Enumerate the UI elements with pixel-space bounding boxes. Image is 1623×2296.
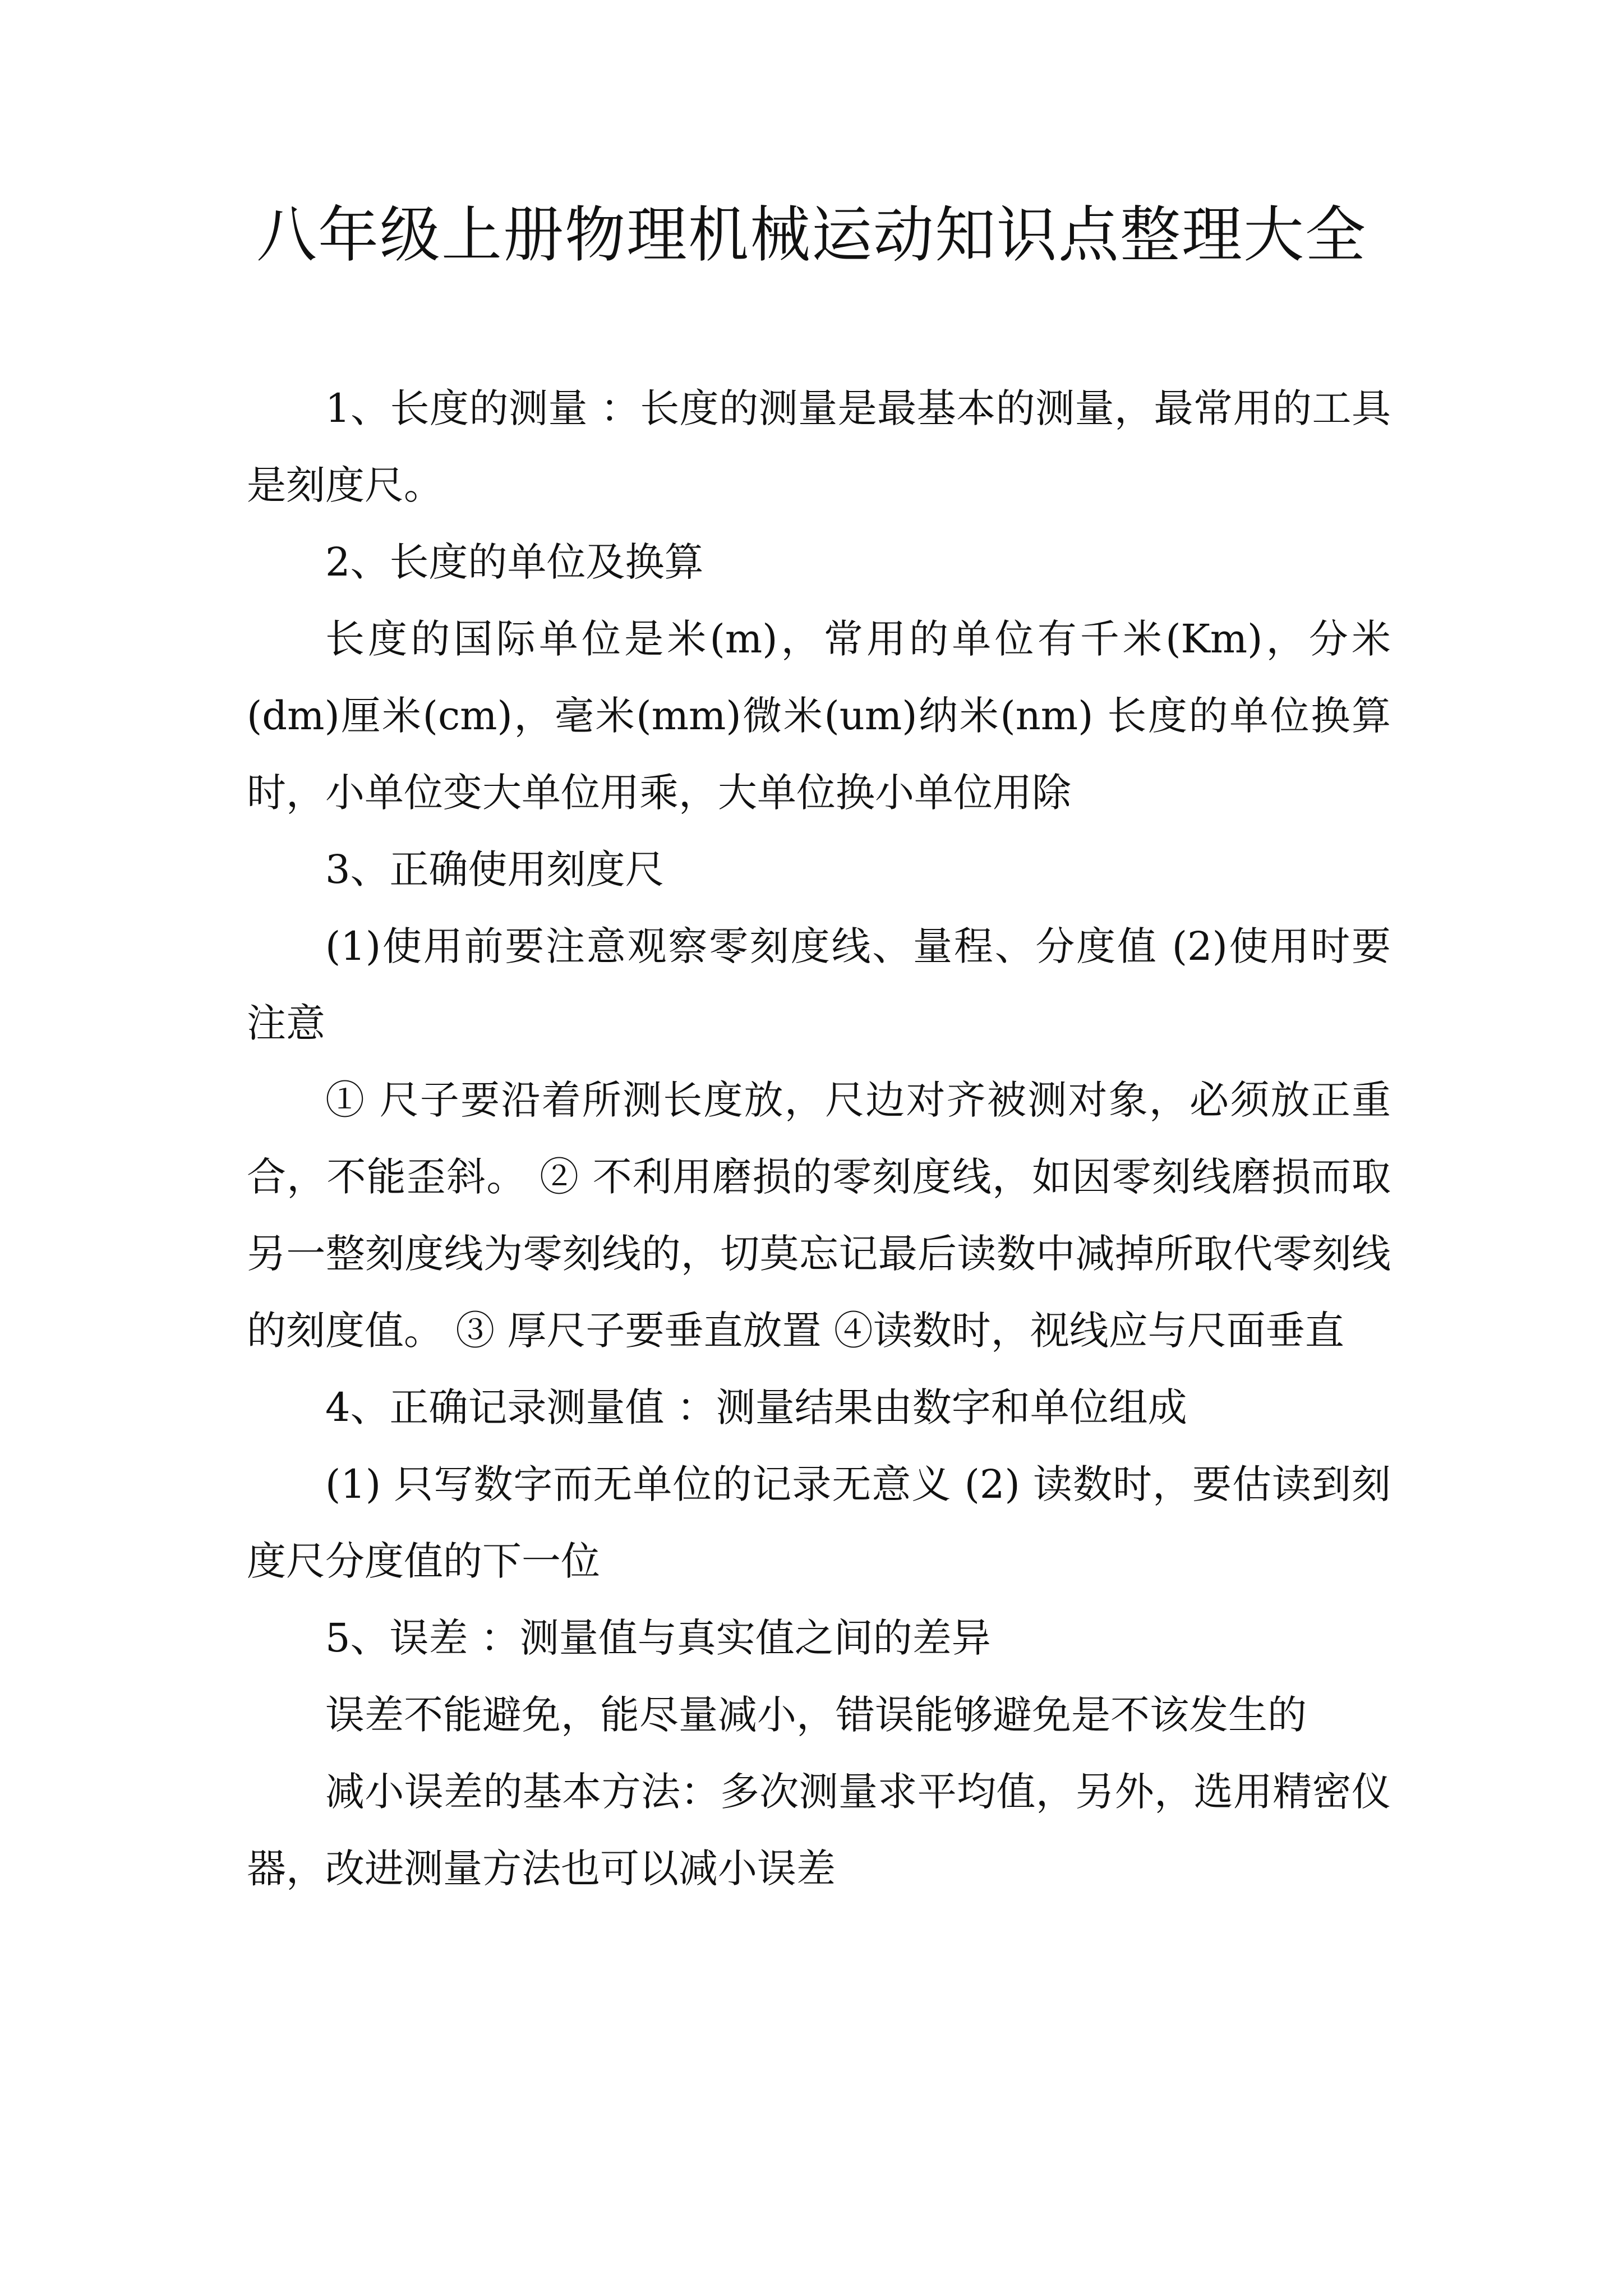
paragraph-length-units-heading: 2、长度的单位及换算 [325,539,704,585]
paragraph-error-reduction: 减小误差的基本方法：多次测量求平均值，另外，选用精密仪器，改进测量方法也可以减小误差 [247,1769,1391,1892]
paragraph-length-units: 长度的国际单位是米(m)，常用的单位有千米(Km)，分米(dm)厘米(cm)，毫米(mm)微米(um)纳米(nm) 长度的单位换算时，小单位变大单位用乘，大单位换小单位用除 [247,616,1391,816]
paragraph-ruler-usage-rules: (1)使用前要注意观察零刻度线、量程、分度值 (2)使用时要注意 [247,923,1391,1046]
paragraph-error-avoidance: 误差不能避免，能尽量减小，错误能够避免是不该发生的 [325,1692,1307,1738]
paragraph-recording-values: (1) 只写数字而无单位的记录无意义 (2) 读数时，要估读到刻度尺分度值的下一位 [247,1461,1391,1584]
paragraph-length-measurement: 1、长度的测量 ：长度的测量是最基本的测量，最常用的工具是刻度尺。 [247,385,1391,508]
paragraph-ruler-usage-details: ① 尺子要沿着所测长度放，尺边对齐被测对象，必须放正重合，不能歪斜。 ② 不利用磨损的零刻度线，如因零刻线磨损而取另一整刻度线为零刻线的，切莫忘记最后读数中减掉所取代零刻线的刻度值。 ③ 厚尺子要垂直放置 ④读数时，视线应与尺面垂直 [247,1077,1391,1354]
paragraph-ruler-usage-heading: 3、正确使用刻度尺 [325,846,665,892]
paragraph-error-heading: 5、误差 ：测量值与真实值之间的差异 [325,1615,991,1661]
document-body [247,370,1391,1907]
paragraph-recording-values-heading: 4、正确记录测量值 ：测量结果由数字和单位组成 [325,1384,1187,1430]
page-title: 八年级上册物理机械运动知识点整理大全 [256,200,1367,270]
